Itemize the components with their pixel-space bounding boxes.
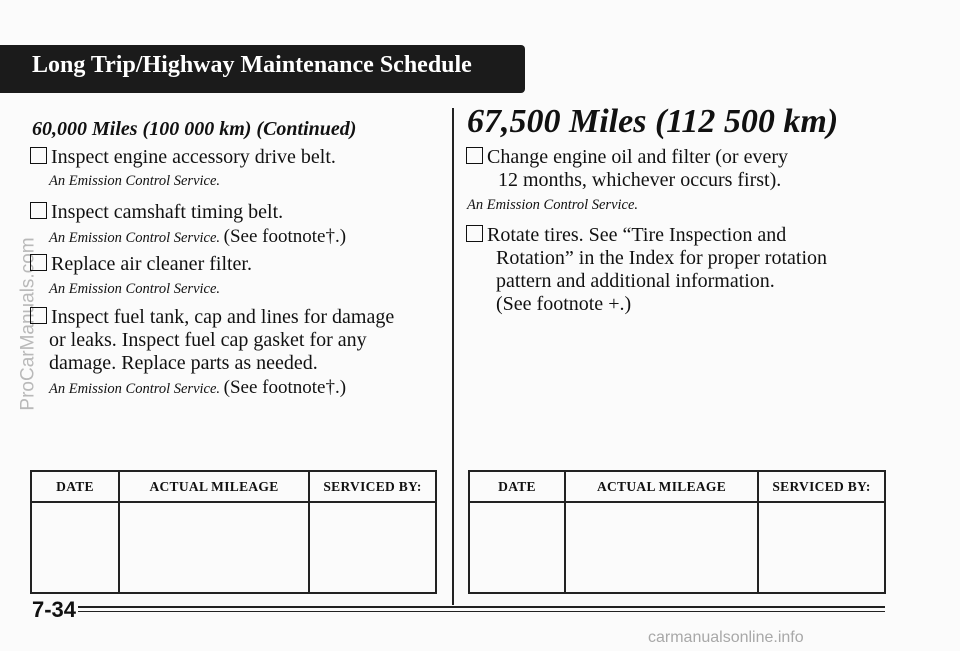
col-date: DATE [469, 471, 565, 502]
service-log-table-left [30, 470, 437, 594]
serviced-by-cell[interactable] [758, 502, 885, 593]
checkbox-icon[interactable] [466, 147, 483, 164]
right-heading: 67,500 Miles (112 500 km) [467, 103, 839, 140]
item-note: An Emission Control Service. (See footnote†.) [49, 226, 347, 247]
item-note: An Emission Control Service. [49, 173, 221, 189]
checklist-item: Inspect camshaft timing belt. [30, 201, 283, 224]
checkbox-icon[interactable] [30, 202, 47, 219]
checklist-item: Inspect fuel tank, cap and lines for damage or leaks. Inspect fuel cap gasket for any damage. Replace parts as needed. [30, 306, 394, 375]
checklist-item: Rotate tires. See “Tire Inspection and Rotation” in the Index for proper rotation pattern and additional information. (See footnote +.) [466, 224, 827, 316]
checklist-item: Change engine oil and filter (or every 12 months, whichever occurs first). [466, 146, 788, 192]
col-mileage: ACTUAL MILEAGE [119, 471, 309, 502]
col-mileage: ACTUAL MILEAGE [565, 471, 758, 502]
col-date: DATE [31, 471, 119, 502]
date-cell[interactable] [31, 502, 119, 593]
side-watermark: ProCarManuals.com [17, 237, 39, 411]
checkbox-icon[interactable] [30, 254, 47, 271]
footer-watermark: carmanualsonline.info [648, 629, 804, 646]
footnote-ref: (See footnote†.) [223, 377, 347, 398]
col-serviced-by: SERVICED BY: [309, 471, 436, 502]
checklist-item: Inspect engine accessory drive belt. [30, 146, 336, 169]
footer-rule [78, 606, 885, 608]
checkbox-icon[interactable] [30, 147, 47, 164]
section-title: Long Trip/Highway Maintenance Schedule [32, 52, 472, 78]
item-note: An Emission Control Service. [467, 197, 639, 213]
mileage-cell[interactable] [565, 502, 758, 593]
column-divider [452, 108, 454, 605]
left-heading: 60,000 Miles (100 000 km) (Continued) [32, 118, 357, 140]
page-number: 7-34 [32, 597, 77, 622]
footer-rule [78, 611, 885, 612]
item-note: An Emission Control Service. [49, 281, 221, 297]
footnote-ref: (See footnote†.) [223, 226, 347, 247]
checklist-item: Replace air cleaner filter. [30, 253, 252, 276]
service-log-table-right [468, 470, 886, 594]
item-note: An Emission Control Service. (See footnote†.) [49, 377, 347, 398]
checkbox-icon[interactable] [30, 307, 47, 324]
mileage-cell[interactable] [119, 502, 309, 593]
date-cell[interactable] [469, 502, 565, 593]
checkbox-icon[interactable] [466, 225, 483, 242]
col-serviced-by: SERVICED BY: [758, 471, 885, 502]
serviced-by-cell[interactable] [309, 502, 436, 593]
